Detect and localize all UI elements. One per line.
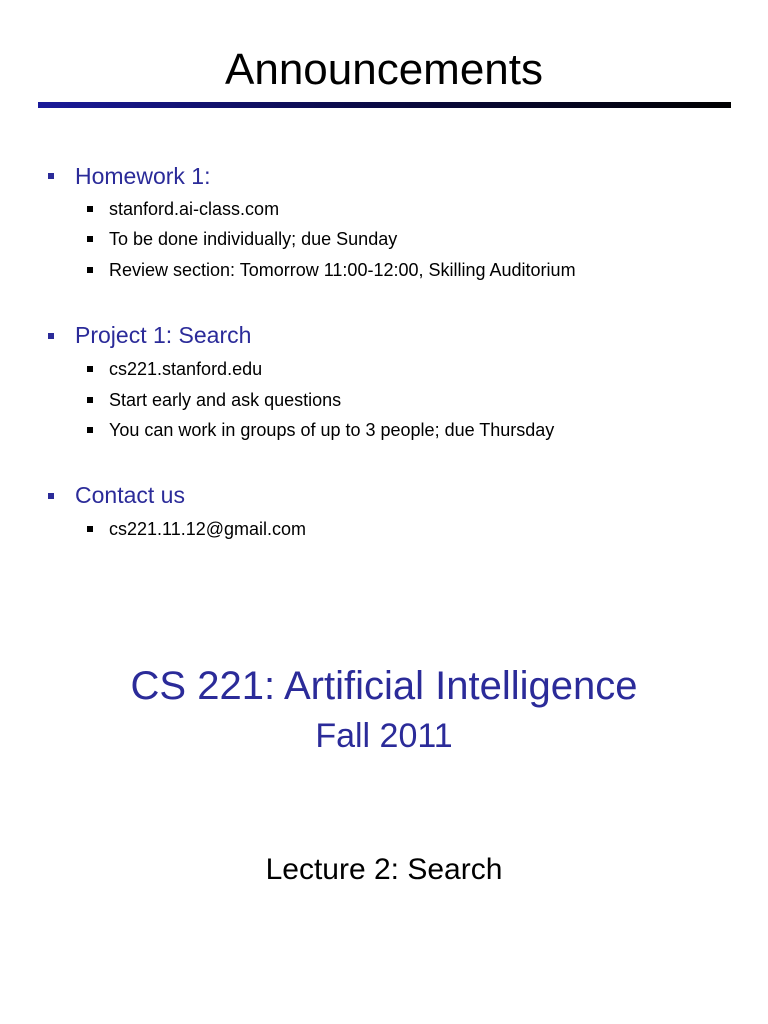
section-heading-homework: Homework 1:	[75, 163, 211, 189]
slide-title: Announcements	[225, 45, 543, 94]
section-bullet-contact	[48, 493, 54, 499]
sub-bullet	[87, 526, 93, 532]
section-heading-project: Project 1: Search	[75, 322, 252, 348]
sub-bullet	[87, 427, 93, 433]
lecture-title: Lecture 2: Search	[265, 853, 503, 886]
homework-item: Review section: Tomorrow 11:00-12:00, Skilling Auditorium	[109, 260, 576, 280]
sub-bullet	[87, 236, 93, 242]
project-item: You can work in groups of up to 3 people; due Thursday	[109, 420, 555, 440]
course-term: Fall 2011	[315, 717, 453, 755]
course-title: CS 221: Artificial Intelligence	[130, 664, 638, 708]
sub-bullet	[87, 366, 93, 372]
section-bullet-project	[48, 333, 54, 339]
sub-bullet	[87, 267, 93, 273]
project-item: cs221.stanford.edu	[109, 359, 263, 379]
project-item: Start early and ask questions	[109, 390, 342, 410]
title-divider	[38, 102, 731, 108]
sub-bullet	[87, 397, 93, 403]
sub-bullet	[87, 206, 93, 212]
section-bullet-homework	[48, 173, 54, 179]
homework-item: stanford.ai-class.com	[109, 199, 280, 219]
contact-email: cs221.11.12@gmail.com	[109, 519, 307, 539]
homework-item: To be done individually; due Sunday	[109, 229, 398, 249]
section-heading-contact: Contact us	[75, 482, 185, 508]
